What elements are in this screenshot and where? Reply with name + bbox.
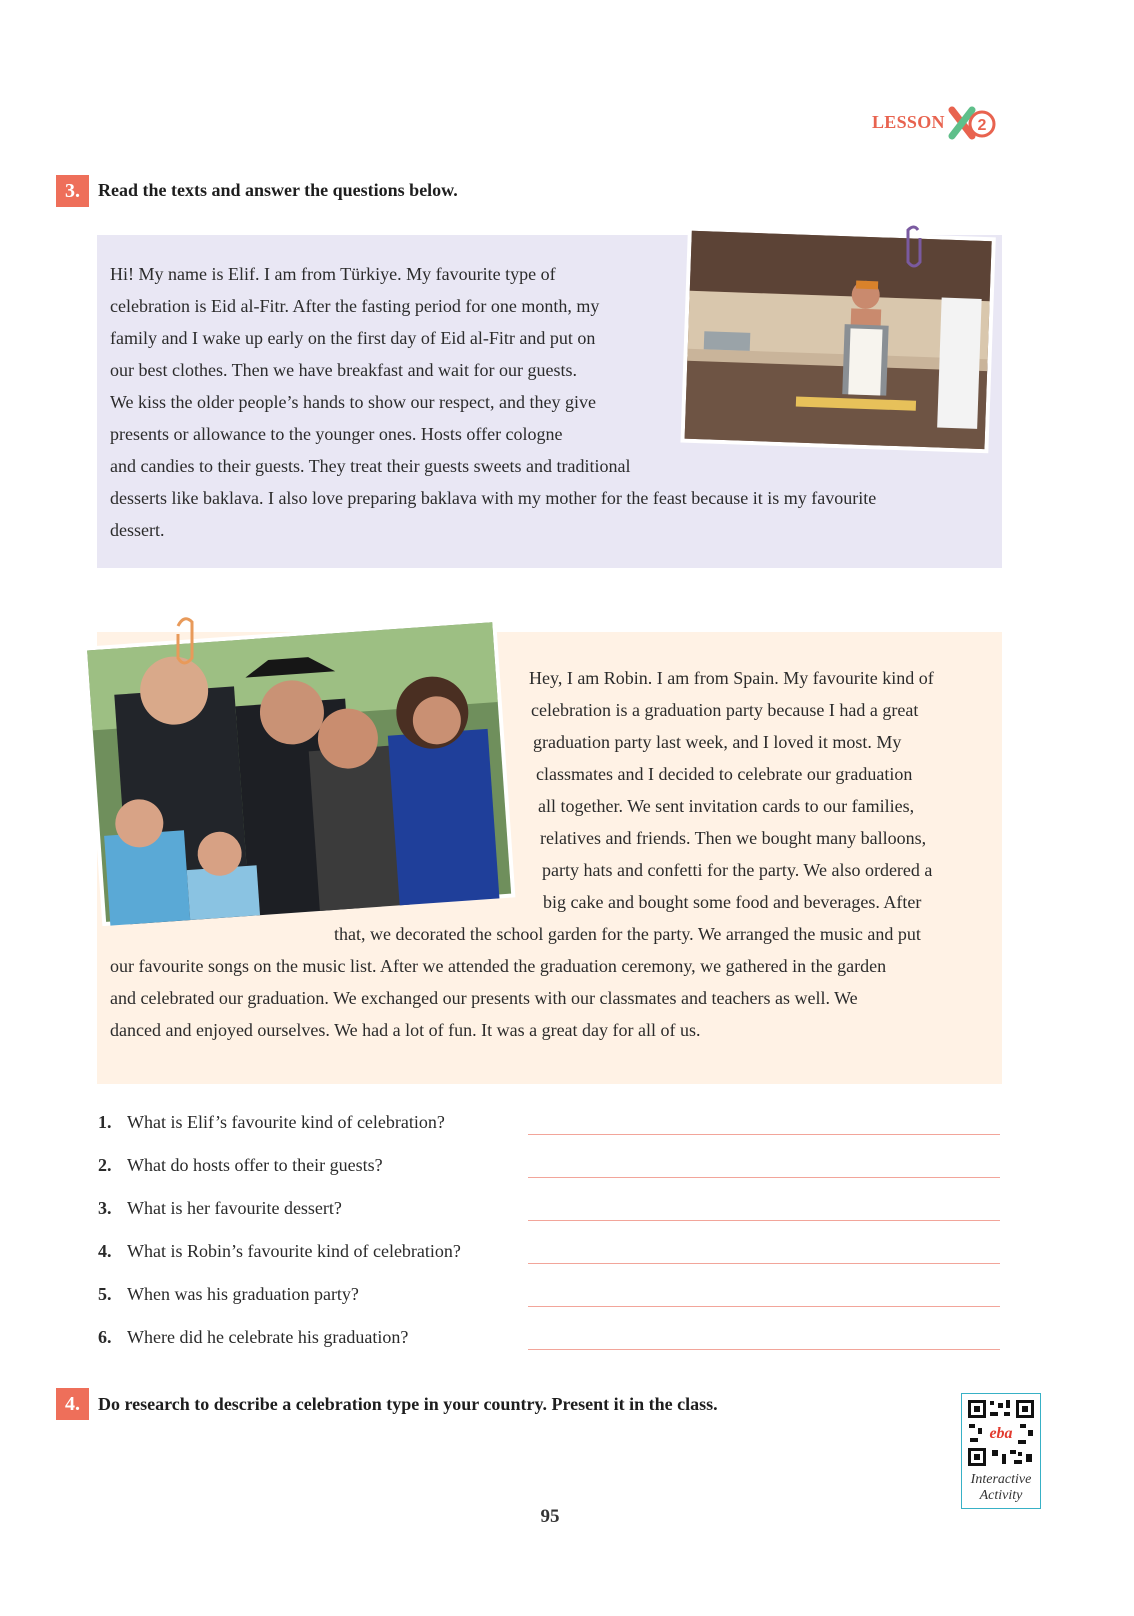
elif-text-line: family and I wake up early on the first day of Eid al-Fitr and put on xyxy=(110,328,596,348)
robin-text-line: Hey, I am Robin. I am from Spain. My favourite kind of xyxy=(529,668,934,688)
robin-text-line: celebration is a graduation party because I had a great xyxy=(531,700,919,720)
question-text: What is Elif’s favourite kind of celebration? xyxy=(127,1112,445,1132)
question-row xyxy=(98,1198,1003,1228)
interactive-activity-qr[interactable] xyxy=(961,1393,1041,1509)
question-number: 6. xyxy=(98,1327,112,1347)
question-text: What do hosts offer to their guests? xyxy=(127,1155,383,1175)
robin-text-line: big cake and bought some food and beverages. After xyxy=(543,892,922,912)
question-text: What is her favourite dessert? xyxy=(127,1198,342,1218)
question-row xyxy=(98,1284,1003,1314)
answer-line[interactable] xyxy=(528,1134,1000,1135)
question-number: 4. xyxy=(98,1241,112,1261)
exercise-3-instruction: Read the texts and answer the questions below. xyxy=(98,180,458,200)
elif-text-line: desserts like baklava. I also love preparing baklava with my mother for the feast because it is my favourite xyxy=(110,488,877,508)
robin-text-line: and celebrated our graduation. We exchanged our presents with our classmates and teachers as well. We xyxy=(110,988,858,1008)
answer-line[interactable] xyxy=(528,1220,1000,1221)
exercise-4-number: 4. xyxy=(56,1388,89,1420)
elif-text-line: and candies to their guests. They treat their guests sweets and traditional xyxy=(110,456,631,476)
exercise-4-instruction: Do research to describe a celebration type in your country. Present it in the class. xyxy=(98,1394,718,1414)
page-number: 95 xyxy=(540,1506,560,1527)
answer-line[interactable] xyxy=(528,1349,1000,1350)
question-number: 3. xyxy=(98,1198,112,1218)
eba-logo: eba xyxy=(989,1425,1013,1442)
lesson-header xyxy=(872,106,1002,142)
kitchen-photo xyxy=(678,224,1000,464)
robin-text-line: danced and enjoyed ourselves. We had a lot of fun. It was a great day for all of us. xyxy=(110,1020,701,1040)
robin-text-line: our favourite songs on the music list. After we attended the graduation ceremony, we gathered in the garden xyxy=(110,956,887,976)
robin-text-line: relatives and friends. Then we bought many balloons, xyxy=(540,828,927,848)
question-row xyxy=(98,1112,1003,1142)
answer-line[interactable] xyxy=(528,1306,1000,1307)
question-row xyxy=(98,1327,1003,1357)
lesson-x-icon xyxy=(948,106,998,142)
elif-text-line: We kiss the older people’s hands to show our respect, and they give xyxy=(110,392,596,412)
question-number: 1. xyxy=(98,1112,112,1132)
lesson-label: LESSON xyxy=(872,112,945,132)
elif-text-line: presents or allowance to the younger ones. Hosts offer cologne xyxy=(110,424,563,444)
question-number: 5. xyxy=(98,1284,112,1304)
qr-caption-line2: Activity xyxy=(979,1488,1023,1503)
exercise-3-number: 3. xyxy=(56,175,89,207)
elif-text-line: celebration is Eid al-Fitr. After the fasting period for one month, my xyxy=(110,296,600,316)
question-row xyxy=(98,1155,1003,1185)
qr-code-icon xyxy=(966,1398,1036,1468)
question-text: Where did he celebrate his graduation? xyxy=(127,1327,409,1347)
robin-text-line: all together. We sent invitation cards to our families, xyxy=(538,796,915,816)
robin-text-line: that, we decorated the school garden for the party. We arranged the music and put xyxy=(334,924,921,944)
answer-line[interactable] xyxy=(528,1177,1000,1178)
elif-text-line: dessert. xyxy=(110,520,165,540)
lesson-number: 2 xyxy=(977,117,987,134)
elif-text-line: Hi! My name is Elif. I am from Türkiye. My favourite type of xyxy=(110,264,556,284)
robin-text-line: graduation party last week, and I loved it most. My xyxy=(533,732,902,752)
question-text: What is Robin’s favourite kind of celebration? xyxy=(127,1241,461,1261)
elif-text-line: our best clothes. Then we have breakfast and wait for our guests. xyxy=(110,360,578,380)
question-number: 2. xyxy=(98,1155,112,1175)
question-row xyxy=(98,1241,1003,1271)
qr-caption-line1: Interactive xyxy=(970,1472,1032,1487)
answer-line[interactable] xyxy=(528,1263,1000,1264)
robin-text-line: party hats and confetti for the party. We also ordered a xyxy=(542,860,933,880)
graduation-photo xyxy=(80,612,520,928)
robin-text-line: classmates and I decided to celebrate our graduation xyxy=(536,764,913,784)
question-text: When was his graduation party? xyxy=(127,1284,359,1304)
